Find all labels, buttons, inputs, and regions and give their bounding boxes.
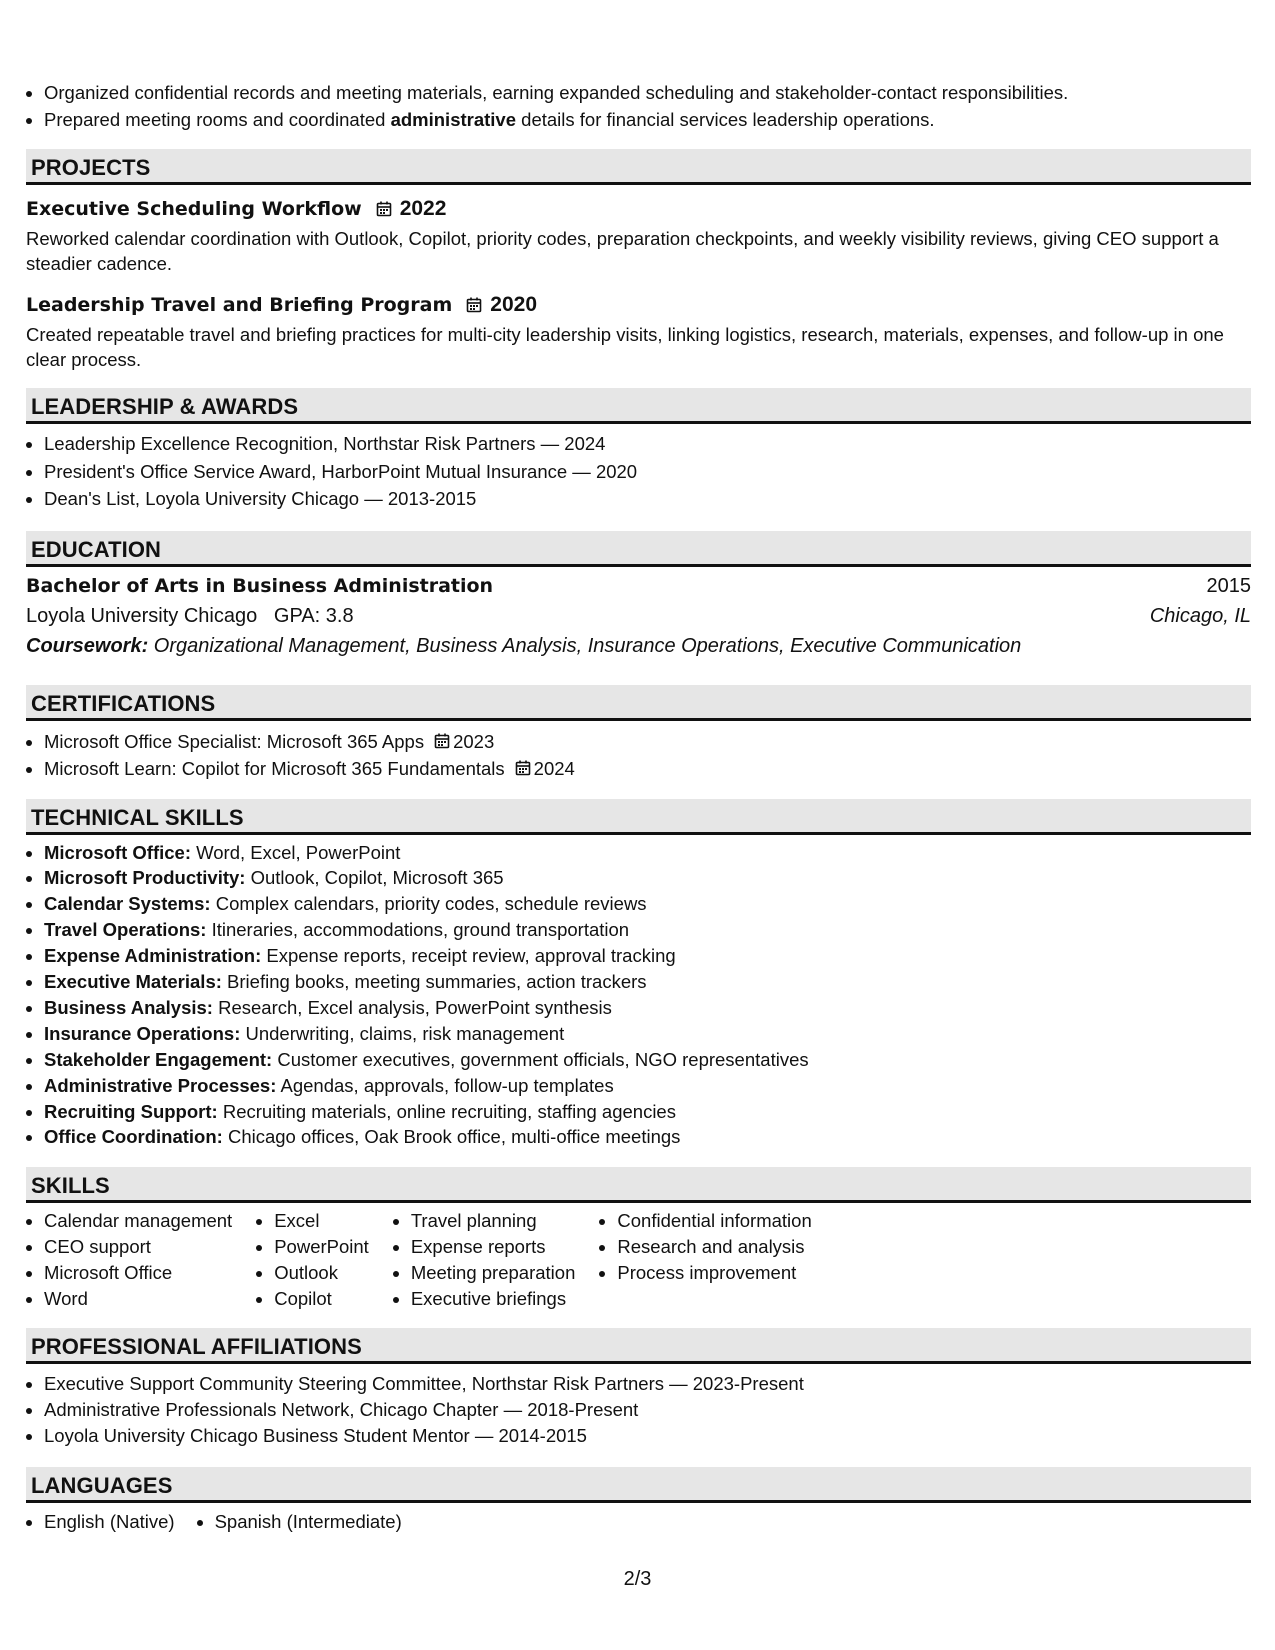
list-item: • Prepared meeting rooms and coordinated administrative details for financial services leadership operations. <box>44 106 1251 133</box>
list-item: • President's Office Service Award, HarborPoint Mutual Insurance — 2020 <box>44 458 1251 486</box>
section-heading-languages: LANGUAGES <box>26 1467 1251 1503</box>
list-item: • Loyola University Chicago Business Student Mentor — 2014-2015 <box>44 1423 1251 1449</box>
languages-list <box>26 1509 1251 1535</box>
list-item: • Recruiting Support: Recruiting materials, online recruiting, staffing agencies <box>44 1099 1251 1125</box>
list-item: • Microsoft Office <box>44 1260 232 1286</box>
list-item: • Calendar management <box>44 1208 232 1234</box>
project-description: Reworked calendar coordination with Outlook, Copilot, priority codes, preparation checkpoints, and weekly visibility reviews, giving CEO support a steadier cadence. <box>26 228 1219 274</box>
calendar-icon <box>376 201 392 217</box>
list-item: • Microsoft Productivity: Outlook, Copilot, Microsoft 365 <box>44 865 1251 891</box>
skills-column <box>599 1208 811 1312</box>
graduation-year: 2015 <box>1206 574 1251 597</box>
list-item: • Microsoft Office: Word, Excel, PowerPoint <box>44 840 1251 866</box>
page-number: 2/3 <box>623 1568 652 1590</box>
calendar-icon <box>466 297 482 313</box>
list-item: • Office Coordination: Chicago offices, Oak Brook office, multi-office meetings <box>44 1124 1251 1150</box>
list-item: • Travel Operations: Itineraries, accommodations, ground transportation <box>44 917 1251 943</box>
resume-page <box>26 0 1251 1535</box>
project-year: 2022 <box>399 197 447 220</box>
skills-column <box>26 1208 232 1312</box>
skills-grid <box>26 1208 1251 1312</box>
list-item: • Excel <box>274 1208 369 1234</box>
awards-list <box>26 430 1251 513</box>
list-item: • Copilot <box>274 1286 369 1312</box>
section-heading-technical-skills: TECHNICAL SKILLS <box>26 799 1251 835</box>
skills-column <box>256 1208 369 1312</box>
list-item: • Insurance Operations: Underwriting, claims, risk management <box>44 1021 1251 1047</box>
project-description: Created repeatable travel and briefing practices for multi-city leadership visits, linking logistics, research, materials, expenses, and follow-up in one clear process. <box>26 324 1224 370</box>
certifications-list <box>26 728 1251 783</box>
project-title: Leadership Travel and Briefing Program 2020 <box>26 293 537 316</box>
section-heading-certifications: CERTIFICATIONS <box>26 685 1251 721</box>
list-item: • Administrative Processes: Agendas, approvals, follow-up templates <box>44 1073 1251 1099</box>
calendar-icon <box>434 733 450 749</box>
list-item: • Stakeholder Engagement: Customer executives, government officials, NGO representatives <box>44 1047 1251 1073</box>
school-name: Loyola University Chicago <box>26 604 258 627</box>
list-item: • CEO support <box>44 1234 232 1260</box>
list-item: • Travel planning <box>411 1208 576 1234</box>
list-item: • Dean's List, Loyola University Chicago — 2013-2015 <box>44 485 1251 513</box>
section-heading-projects: PROJECTS <box>26 149 1251 185</box>
list-item: • Microsoft Office Specialist: Microsoft 365 Apps 2023 <box>44 728 1251 756</box>
section-heading-affiliations: PROFESSIONAL AFFILIATIONS <box>26 1328 1251 1364</box>
list-item: • Spanish (Intermediate) <box>215 1509 402 1535</box>
section-heading-education: EDUCATION <box>26 531 1251 567</box>
list-item: • Word <box>44 1286 232 1312</box>
list-item: • Research and analysis <box>617 1234 811 1260</box>
list-item: • Microsoft Learn: Copilot for Microsoft 365 Fundamentals 2024 <box>44 755 1251 783</box>
project-year: 2020 <box>490 293 537 316</box>
technical-skills-list <box>26 840 1251 1151</box>
list-item: • Executive briefings <box>411 1286 576 1312</box>
section-heading-leadership-awards: LEADERSHIP & AWARDS <box>26 388 1251 424</box>
education-degree-row <box>26 575 1251 605</box>
degree: Bachelor of Arts in Business Administration <box>26 574 494 597</box>
list-item: • Outlook <box>274 1260 369 1286</box>
list-item: • Process improvement <box>617 1260 811 1286</box>
skills-column <box>393 1208 576 1312</box>
gpa: GPA: 3.8 <box>273 604 354 627</box>
list-item: • Business Analysis: Research, Excel analysis, PowerPoint synthesis <box>44 995 1251 1021</box>
section-heading-skills: SKILLS <box>26 1167 1251 1203</box>
calendar-icon <box>515 760 531 776</box>
list-item: • Administrative Professionals Network, Chicago Chapter — 2018-Present <box>44 1397 1251 1423</box>
list-item: • Meeting preparation <box>411 1260 576 1286</box>
list-item: • Expense reports <box>411 1234 576 1260</box>
list-item: • Calendar Systems: Complex calendars, priority codes, schedule reviews <box>44 891 1251 917</box>
list-item: • Executive Materials: Briefing books, meeting summaries, action trackers <box>44 969 1251 995</box>
education-school-row <box>26 605 1251 635</box>
project-title: Executive Scheduling Workflow 2022 <box>26 197 447 220</box>
list-item: • English (Native) <box>44 1509 175 1535</box>
list-item: • Confidential information <box>617 1208 811 1234</box>
coursework: Coursework: Organizational Management, Business Analysis, Insurance Operations, Executive Communication <box>26 634 1022 657</box>
list-item: • Leadership Excellence Recognition, Northstar Risk Partners — 2024 <box>44 430 1251 458</box>
experience-bullets-continued <box>26 79 1251 133</box>
list-item: • Expense Administration: Expense reports, receipt review, approval tracking <box>44 943 1251 969</box>
list-item: • PowerPoint <box>274 1234 369 1260</box>
list-item: • Executive Support Community Steering Committee, Northstar Risk Partners — 2023-Present <box>44 1371 1251 1397</box>
list-item: • Organized confidential records and meeting materials, earning expanded scheduling and stakeholder-contact responsibilities. <box>44 79 1251 106</box>
affiliations-list <box>26 1371 1251 1448</box>
school-location: Chicago, IL <box>1149 604 1251 627</box>
